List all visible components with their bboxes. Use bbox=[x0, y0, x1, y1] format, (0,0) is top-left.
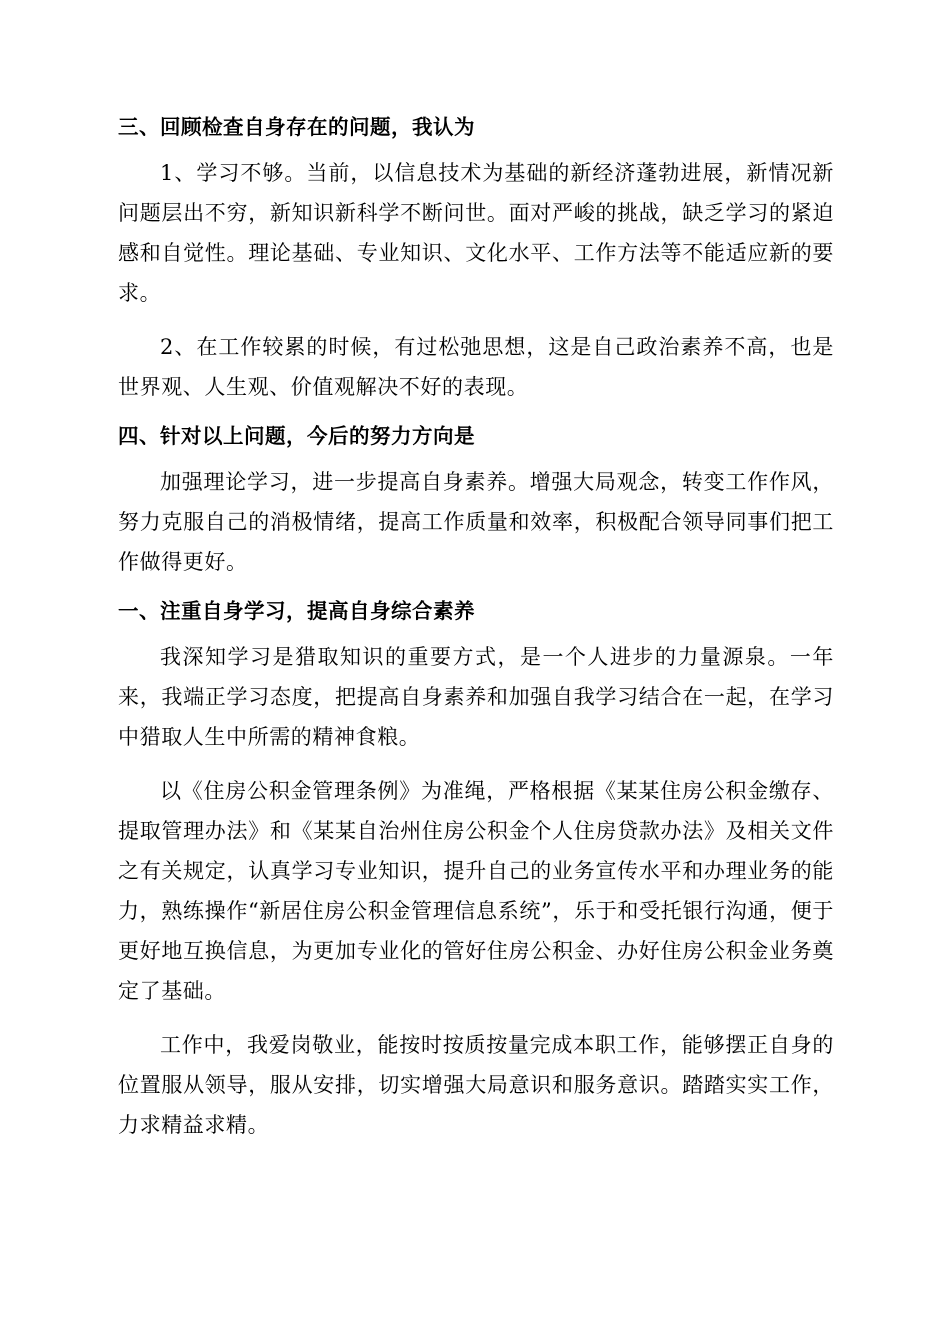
paragraph-work-attitude: 工作中，我爱岗敬业，能按时按质按量完成本职工作，能够摆正自身的位置服从领导，服从安排，切实增强大局意识和服务意识。踏踏实实工作，力求精益求精。 bbox=[118, 1033, 834, 1137]
paragraph-strengthen-theory: 加强理论学习，进一步提高自身素养。增强大局观念，转变工作作风，努力克服自己的消极情绪，提高工作质量和效率，积极配合领导同事们把工作做得更好。 bbox=[118, 470, 834, 574]
section-heading-future-direction: 四、针对以上问题，今后的努力方向是 bbox=[118, 424, 475, 448]
document-page bbox=[118, 108, 834, 1145]
paragraph-housing-fund-regulations: 以《住房公积金管理条例》为准绳，严格根据《某某住房公积金缴存、提取管理办法》和《某某自治州住房公积金个人住房贷款办法》及相关文件之有关规定，认真学习专业知识，提升自己的业务宣传水平和办理业务的能力，熟练操作“新居住房公积金管理信息系统”，乐于和受托银行沟通，便于更好地互换信息，为更加专业化的管好住房公积金、办好住房公积金业务奠定了基础。 bbox=[118, 779, 834, 1003]
paragraph-insufficient-study: 1、学习不够。当前，以信息技术为基础的新经济蓬勃进展，新情况新问题层出不穷，新知识新科学不断问世。面对严峻的挑战，缺乏学习的紧迫感和自觉性。理论基础、专业知识、文化水平、工作方法等不能适应新的要求。 bbox=[118, 161, 834, 305]
paragraph-relaxed-thinking: 2、在工作较累的时候，有过松弛思想，这是自己政治素养不高，也是世界观、人生观、价值观解决不好的表现。 bbox=[118, 335, 834, 399]
section-heading-self-study: 一、注重自身学习，提高自身综合素养 bbox=[118, 599, 475, 623]
section-heading-review-problems: 三、回顾检查自身存在的问题，我认为 bbox=[118, 115, 475, 139]
paragraph-learning-importance: 我深知学习是猎取知识的重要方式，是一个人进步的力量源泉。一年来，我端正学习态度，把提高自身素养和加强自我学习结合在一起，在学习中猎取人生中所需的精神食粮。 bbox=[118, 645, 834, 749]
